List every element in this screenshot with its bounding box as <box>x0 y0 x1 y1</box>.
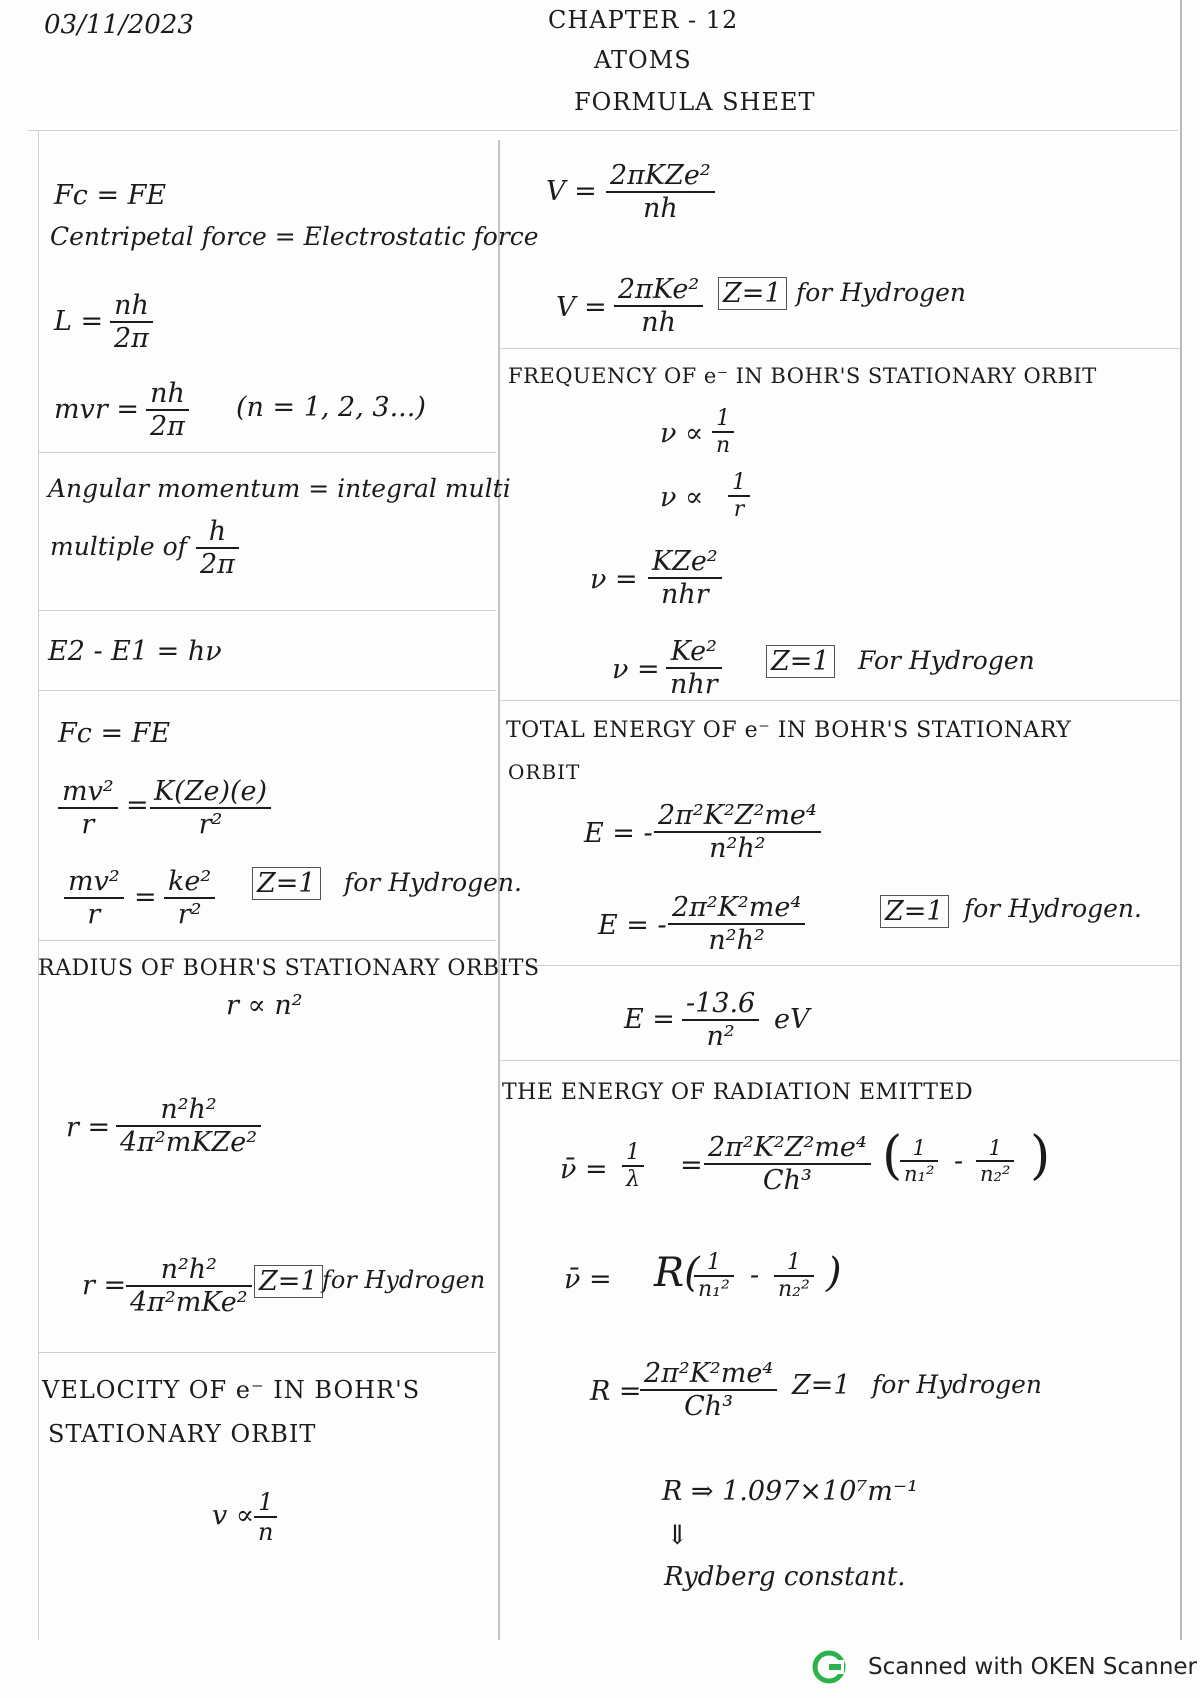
mvr-fraction <box>146 378 189 442</box>
fraction-denominator: r <box>733 497 745 522</box>
fraction-denominator: nh <box>641 307 676 338</box>
fraction-denominator: 2π <box>200 549 235 580</box>
z-equals-1-box <box>254 1266 323 1297</box>
energy-ev-lhs: E = <box>624 1004 675 1035</box>
fraction-numerator: 2πKe² <box>614 274 703 307</box>
h-over-2pi-fraction <box>196 516 239 580</box>
rule-left-5 <box>38 1352 496 1353</box>
equals-sign: = <box>126 790 149 821</box>
z-equals-1-box <box>718 278 787 309</box>
radiation-section-title: THE ENERGY OF RADIATION EMITTED <box>502 1080 974 1105</box>
for-hydrogen-label: for Hydrogen. <box>344 868 522 897</box>
z-equals-1-box <box>880 896 949 927</box>
fraction-numerator: 2πKZe² <box>606 160 715 193</box>
fc-equals-fe: Fc = FE <box>54 180 167 211</box>
page-edge-left <box>38 130 39 1640</box>
fraction-denominator: n₁² <box>904 1162 935 1186</box>
z-equals-1-condition: Z=1 <box>792 1370 851 1401</box>
one-over-n2-sq-fraction <box>976 1136 1014 1186</box>
fraction-denominator: 2π <box>114 323 149 354</box>
fraction-denominator: r² <box>177 899 202 930</box>
fraction-numerator: 1 <box>976 1136 1014 1162</box>
z-box-label: Z=1 <box>880 895 949 928</box>
paren-open: ( <box>882 1126 903 1186</box>
equals-sign: = <box>680 1150 703 1181</box>
for-hydrogen-label: for Hydrogen <box>322 1266 486 1294</box>
for-hydrogen-label: for Hydrogen <box>796 278 967 307</box>
fraction-denominator: 4π²mKe² <box>130 1287 248 1318</box>
fraction-numerator: n²h² <box>160 1094 217 1125</box>
rydberg-constant-label: Rydberg constant. <box>664 1562 906 1592</box>
radius-lhs: r = <box>66 1112 111 1143</box>
rule-header <box>28 130 1178 131</box>
velocity-hydrogen-lhs: V = <box>556 292 607 323</box>
fraction-numerator: 1 <box>728 470 750 497</box>
fraction-denominator: nhr <box>670 669 718 700</box>
page-edge-right <box>1180 0 1182 1640</box>
one-over-n1-sq-fraction-2 <box>694 1250 734 1302</box>
frequency-fraction <box>648 546 722 610</box>
z-box-label: Z=1 <box>252 867 321 900</box>
minus-sign: - <box>750 1260 760 1291</box>
z-equals-1-box <box>252 868 321 899</box>
fraction-numerator: -13.6 <box>682 988 759 1021</box>
paren-close: ) <box>826 1250 842 1296</box>
scanner-watermark-text: Scanned with OKEN Scanner <box>868 1654 1197 1680</box>
fraction-denominator: Ch³ <box>762 1165 812 1196</box>
rule-right-2 <box>500 700 1180 701</box>
sheet-subtitle: FORMULA SHEET <box>574 88 816 116</box>
fc-equals-fe-2: Fc = FE <box>58 718 171 749</box>
fraction-denominator: n <box>258 1518 274 1546</box>
for-hydrogen-label: for Hydrogen. <box>964 894 1142 923</box>
fraction-denominator: r <box>87 899 101 930</box>
fraction-numerator: 1 <box>900 1136 938 1162</box>
paren-close: ) <box>1030 1126 1051 1186</box>
rydberg-value: R ⇒ 1.097×10⁷m⁻¹ <box>662 1476 918 1507</box>
topic-title: ATOMS <box>594 46 692 74</box>
fraction-denominator: Ch³ <box>684 1391 734 1422</box>
radius-fraction <box>116 1094 261 1158</box>
fraction-numerator: 1 <box>254 1488 277 1518</box>
energy-difference: E2 - E1 = hν <box>48 636 222 667</box>
angular-momentum-lhs: L = <box>54 306 104 337</box>
centripetal-statement: Centripetal force = Electrostatic force <box>50 222 539 251</box>
ev-unit: eV <box>774 1004 810 1035</box>
fraction-denominator: nh <box>642 193 678 224</box>
wavenumber-coefficient-fraction <box>704 1132 871 1196</box>
fraction-numerator: 2π²K²Z²me⁴ <box>654 800 821 833</box>
n-values-condition: (n = 1, 2, 3...) <box>236 392 426 423</box>
mvr-lhs: mvr = <box>54 394 139 425</box>
energy-fraction <box>654 800 821 864</box>
fraction-denominator: 4π²mKZe² <box>116 1125 261 1158</box>
z-box-label: Z=1 <box>254 1265 323 1298</box>
fraction-numerator: mv² <box>58 776 118 809</box>
fraction-denominator: n²h² <box>708 925 765 956</box>
fraction-numerator: 1 <box>622 1140 644 1167</box>
chapter-title: CHAPTER - 12 <box>548 6 739 34</box>
energy-hydrogen-lhs: E = - <box>598 910 667 941</box>
angular-momentum-statement: Angular momentum = integral multi <box>48 474 511 503</box>
fraction-numerator: 1 <box>694 1250 734 1277</box>
fraction-numerator: KZe² <box>648 546 722 579</box>
fraction-numerator: 1 <box>712 406 734 433</box>
z-box-label: Z=1 <box>718 277 787 310</box>
rule-right-4 <box>500 1060 1180 1061</box>
fraction-denominator: n₁² <box>698 1277 730 1302</box>
rydberg-fraction <box>640 1358 777 1422</box>
fraction-numerator: K(Ze)(e) <box>150 776 271 809</box>
rule-left-3 <box>38 690 496 691</box>
radius-section-title: RADIUS OF BOHR'S STATIONARY ORBITS <box>38 956 540 981</box>
frequency-prop-1-lhs: ν ∝ <box>660 418 704 449</box>
z-box-label: Z=1 <box>766 645 835 678</box>
fraction-denominator: n <box>716 433 731 458</box>
rule-left-1 <box>38 452 496 453</box>
rule-left-2 <box>38 610 496 611</box>
mv2-over-r-fraction-2 <box>64 866 124 930</box>
fraction-denominator: λ <box>626 1167 640 1192</box>
fraction-denominator: n₂² <box>980 1162 1011 1186</box>
fraction-numerator: 1 <box>774 1250 814 1277</box>
multiple-of-text: multiple of <box>50 532 187 561</box>
for-hydrogen-label: For Hydrogen <box>858 646 1035 675</box>
fraction-denominator: n₂² <box>778 1277 810 1302</box>
energy-hydrogen-fraction <box>668 892 805 956</box>
date: 03/11/2023 <box>44 10 194 40</box>
fraction-numerator: mv² <box>64 866 124 899</box>
fraction-denominator: 2π <box>150 411 185 442</box>
velocity-section-title: VELOCITY OF e⁻ IN BOHR'S <box>42 1376 421 1404</box>
one-over-lambda-fraction <box>622 1140 644 1192</box>
velocity-proportion-fraction <box>254 1488 277 1546</box>
rule-right-1 <box>500 348 1180 349</box>
frequency-hydrogen-lhs: ν = <box>612 654 660 685</box>
velocity-section-title-line2: STATIONARY ORBIT <box>48 1420 317 1448</box>
fraction-denominator: r² <box>198 809 223 840</box>
radius-hydrogen-lhs: r = <box>82 1270 127 1301</box>
frequency-prop-2-lhs: ν ∝ <box>660 482 704 513</box>
fraction-numerator: 2π²K²Z²me⁴ <box>704 1132 871 1165</box>
nh-over-2pi-fraction <box>110 290 153 354</box>
fraction-denominator: n² <box>706 1021 735 1052</box>
fraction-numerator: nh <box>146 378 189 411</box>
minus-sign: - <box>954 1146 964 1177</box>
oken-scanner-logo-icon <box>812 1650 846 1684</box>
z-equals-1-box <box>766 646 835 677</box>
frequency-lhs: ν = <box>590 564 638 595</box>
energy-ev-fraction <box>682 988 759 1052</box>
radius-proportionality: r ∝ n² <box>226 990 303 1021</box>
fraction-numerator: ke² <box>164 866 215 899</box>
fraction-denominator: n²h² <box>709 833 766 864</box>
fraction-denominator: r <box>81 809 95 840</box>
velocity-lhs: V = <box>546 176 597 207</box>
frequency-prop-1-fraction <box>712 406 734 458</box>
fraction-numerator: 2π²K²me⁴ <box>640 1358 777 1391</box>
rydberg-symbol: R( <box>654 1250 700 1296</box>
rule-right-3 <box>500 965 1180 966</box>
ke2-over-r2-fraction <box>164 866 215 930</box>
frequency-prop-2-fraction <box>728 470 750 522</box>
frequency-hydrogen-fraction <box>666 636 722 700</box>
frequency-section-title: FREQUENCY OF e⁻ IN BOHR'S STATIONARY ORBIT <box>508 364 1097 388</box>
wavenumber-rydberg-lhs: ν̄ = <box>564 1264 612 1295</box>
one-over-n2-sq-fraction-2 <box>774 1250 814 1302</box>
down-arrow: ⇓ <box>666 1520 689 1551</box>
equals-sign: = <box>134 882 157 913</box>
for-hydrogen-label: for Hydrogen <box>872 1370 1043 1399</box>
fraction-numerator: nh <box>110 290 153 323</box>
wavenumber-lhs: ν̄ = <box>560 1154 608 1185</box>
rydberg-lhs: R = <box>590 1376 642 1407</box>
velocity-proportion-lhs: v ∝ <box>212 1500 255 1531</box>
energy-lhs: E = - <box>584 818 653 849</box>
mv2-over-r-fraction <box>58 776 118 840</box>
total-energy-section-title: TOTAL ENERGY OF e⁻ IN BOHR'S STATIONARY <box>506 718 1072 743</box>
velocity-hydrogen-fraction <box>614 274 703 338</box>
fraction-numerator: h <box>196 516 239 549</box>
kze-fraction <box>150 776 271 840</box>
fraction-numerator: 2π²K²me⁴ <box>668 892 805 925</box>
velocity-fraction <box>606 160 715 224</box>
fraction-numerator: n²h² <box>126 1254 252 1287</box>
fraction-numerator: Ke² <box>666 636 722 669</box>
fraction-denominator: nhr <box>661 579 709 610</box>
total-energy-section-title-line2: ORBIT <box>508 760 581 784</box>
radius-hydrogen-fraction <box>126 1254 252 1318</box>
rule-left-4 <box>38 940 496 941</box>
one-over-n1-sq-fraction <box>900 1136 938 1186</box>
